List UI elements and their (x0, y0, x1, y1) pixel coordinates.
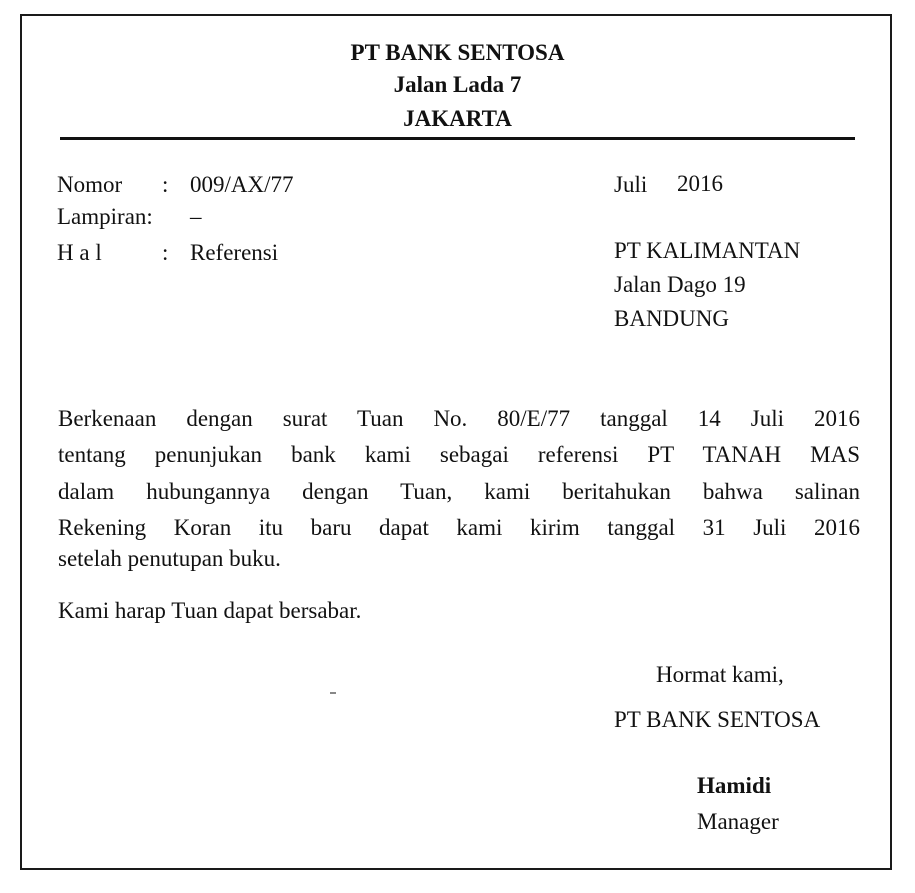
signature-name: Hamidi (697, 773, 772, 798)
hal-separator: : (162, 240, 169, 265)
hal-label: H a l (57, 240, 102, 265)
body-line-2: tentang penunjukan bank kami sebagai referensi PT TANAH MAS (58, 442, 860, 468)
signature-salutation: Hormat kami, (656, 662, 784, 687)
recipient-company: PT KALIMANTAN (614, 238, 801, 263)
lampiran-value: – (190, 204, 202, 229)
recipient-street: Jalan Dago 19 (614, 272, 746, 297)
date-year: 2016 (677, 171, 723, 196)
lampiran-label: Lampiran: (57, 204, 153, 229)
closing-line: Kami harap Tuan dapat bersabar. (58, 598, 362, 623)
hal-value: Referensi (190, 240, 279, 265)
nomor-label: Nomor (57, 172, 123, 197)
letterhead-city: JAKARTA (403, 106, 512, 131)
stray-mark (330, 692, 336, 694)
recipient-city: BANDUNG (614, 306, 729, 331)
body-line-4: Rekening Koran itu baru dapat kami kirim tanggal 31 Juli 2016 (58, 515, 860, 541)
body-line-3: dalam hubungannya dengan Tuan, kami beritahukan bahwa salinan (58, 478, 860, 504)
nomor-value: 009/AX/77 (190, 172, 294, 197)
signature-title: Manager (697, 809, 779, 834)
date-month: Juli (614, 172, 648, 197)
signature-company: PT BANK SENTOSA (614, 707, 821, 732)
nomor-separator: : (162, 172, 169, 197)
letterhead-divider (60, 137, 855, 140)
body-line-5: setelah penutupan buku. (58, 546, 281, 571)
body-line-1: Berkenaan dengan surat Tuan No. 80/E/77 tanggal 14 Juli 2016 (58, 406, 860, 431)
letterhead-company: PT BANK SENTOSA (350, 40, 565, 65)
letterhead-street: Jalan Lada 7 (393, 72, 522, 97)
